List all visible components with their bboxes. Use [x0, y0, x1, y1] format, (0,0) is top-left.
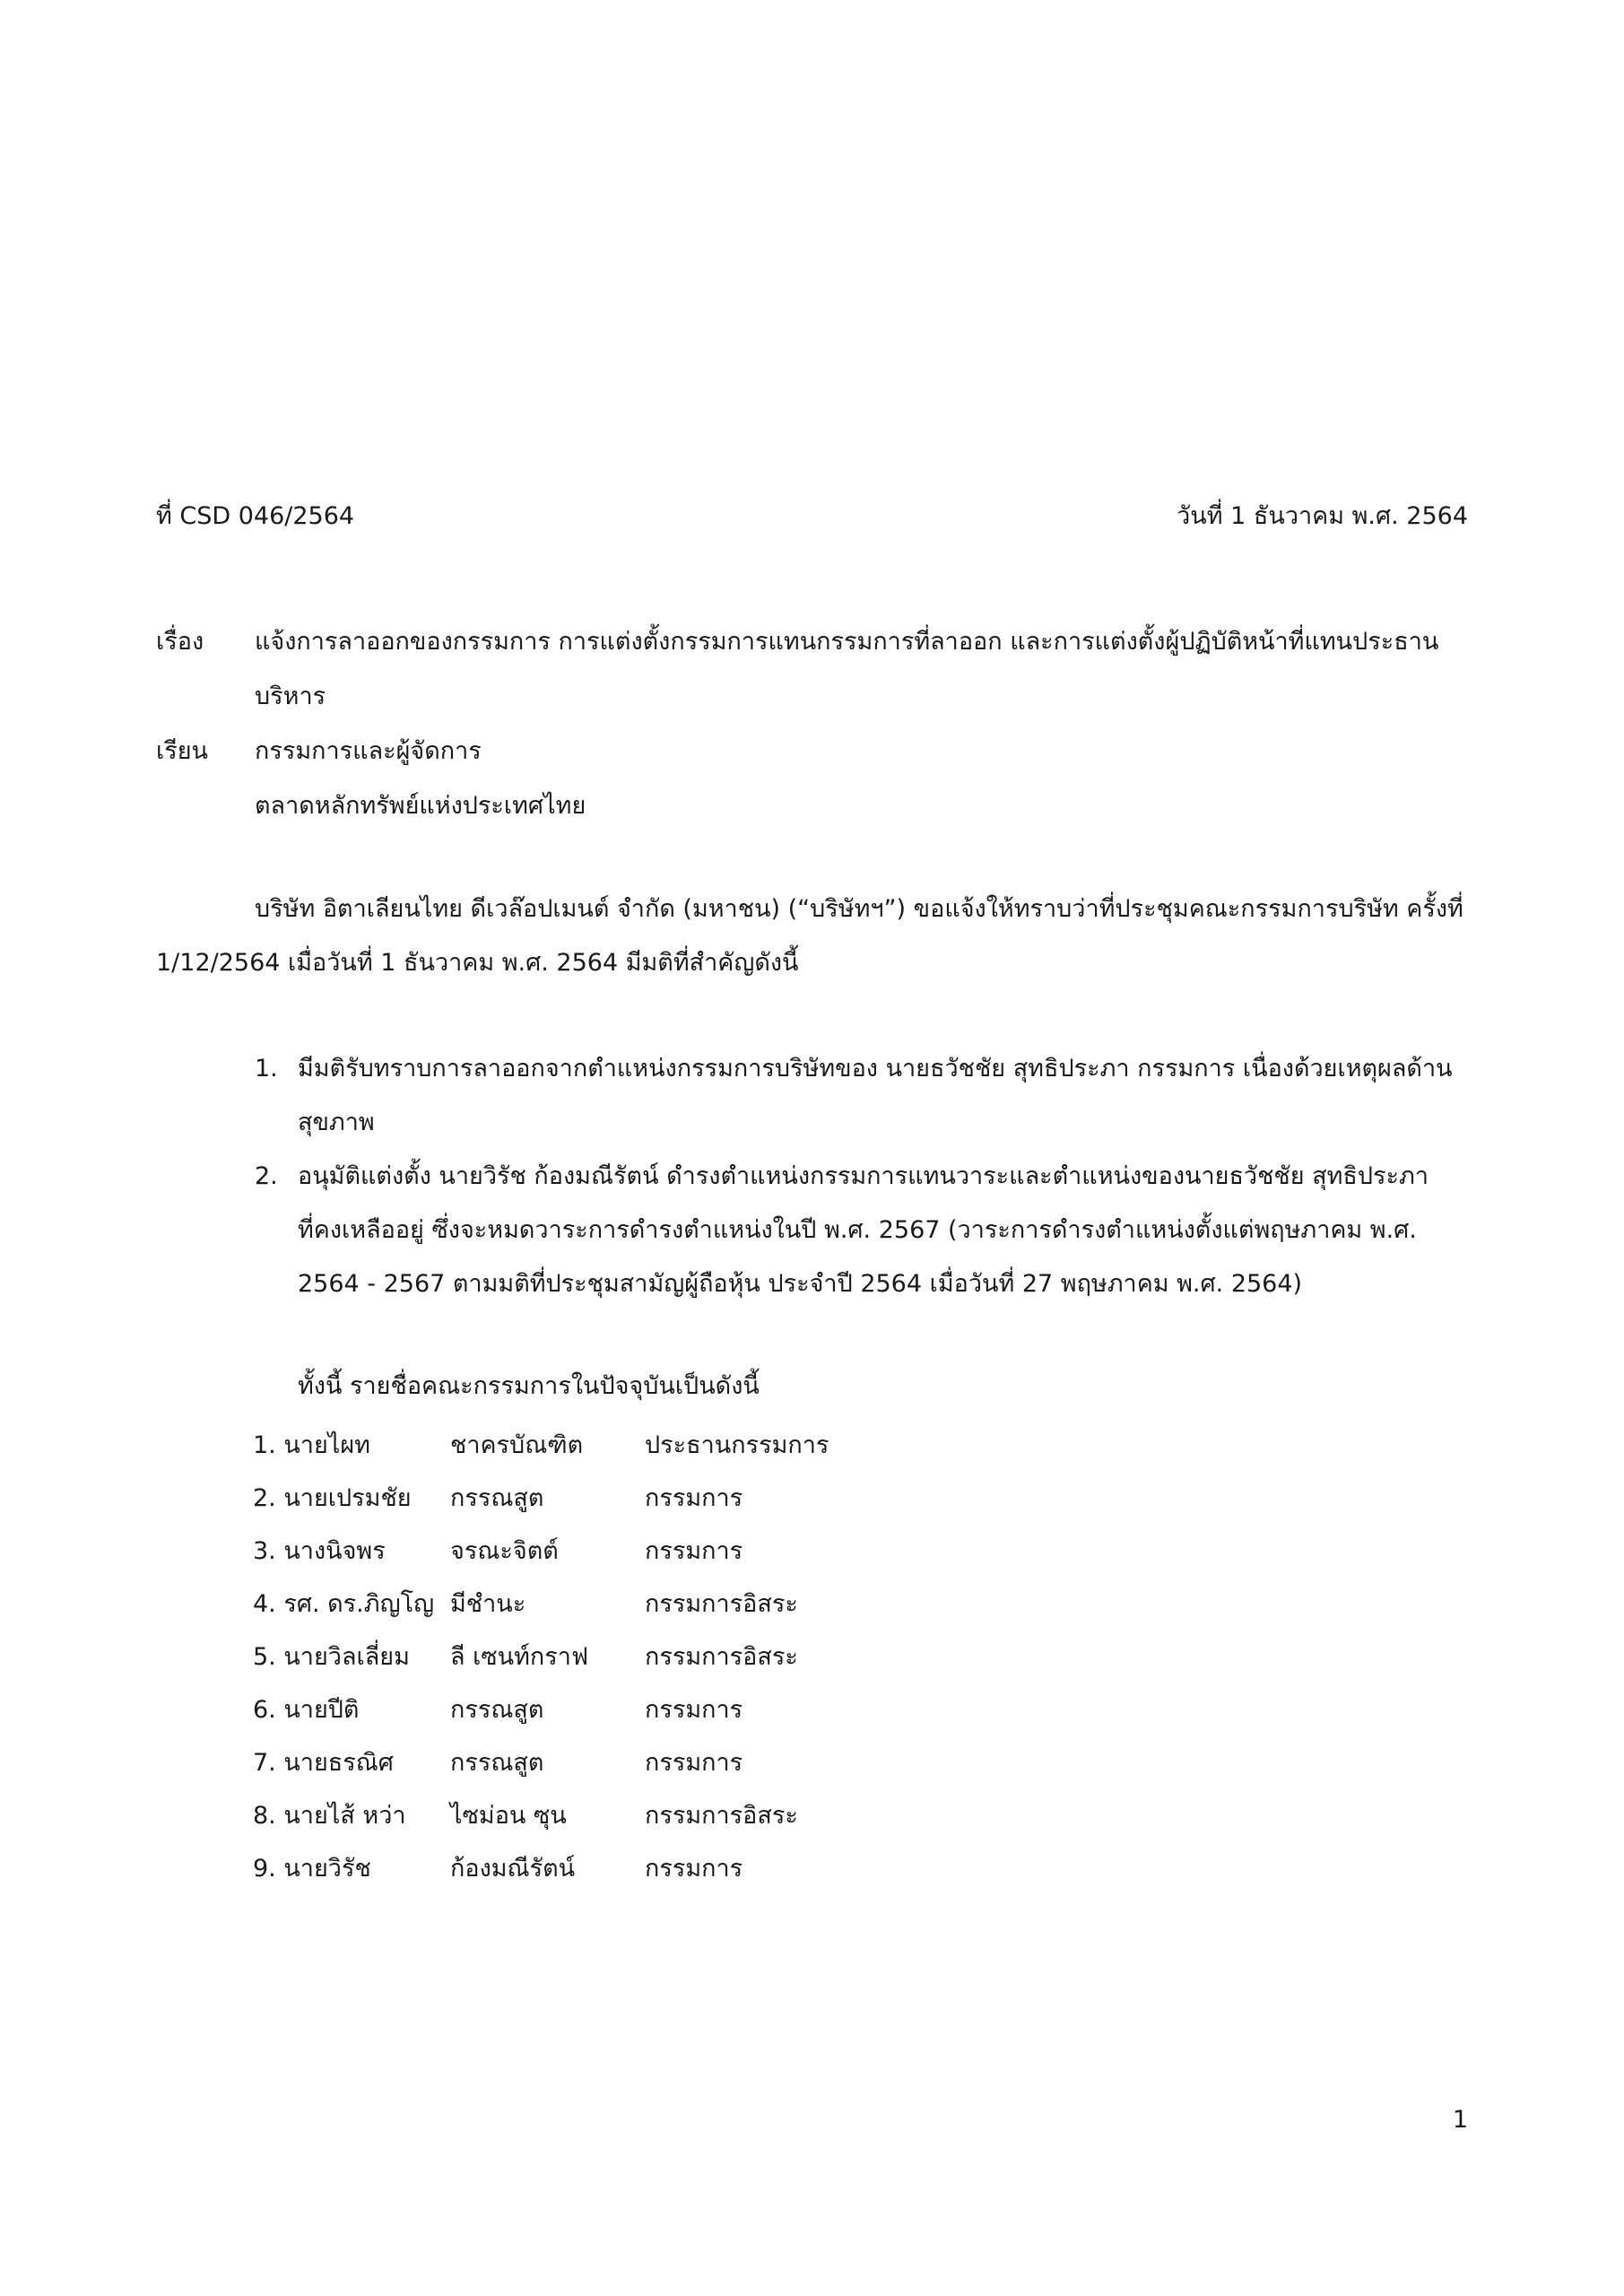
director-surname: ลี เซนท์กราฟ	[450, 1643, 589, 1671]
director-name: 6. นายปีติ	[253, 1696, 360, 1724]
director-position: กรรมการอิสระ	[645, 1590, 798, 1618]
resolution-1-line-1: มีมติรับทราบการลาออกจากตำแหน่งกรรมการบริษัทของ นายธวัชชัย สุทธิประภา กรรมการ เนื่องด้วยเหตุผลด้าน	[298, 1055, 1453, 1083]
recipient-label: เรียน	[156, 737, 209, 765]
page-number: 1	[1452, 2106, 1468, 2134]
director-position: กรรมการ	[645, 1537, 743, 1565]
director-row	[0, 1796, 1624, 1831]
subject-label: เรื่อง	[156, 628, 204, 656]
director-name: 3. นางนิจพร	[253, 1537, 386, 1565]
director-position: กรรมการ	[645, 1484, 743, 1512]
resolution-2-line-3: 2564 - 2567 ตามมติที่ประชุมสามัญผู้ถือหุ้น ประจำปี 2564 เมื่อวันที่ 27 พฤษภาคม พ.ศ. 2564)	[298, 1270, 1303, 1298]
director-row	[0, 1531, 1624, 1567]
director-row	[0, 1743, 1624, 1779]
director-name: 7. นายธรณิศ	[253, 1749, 394, 1777]
director-position: กรรมการ	[645, 1855, 743, 1883]
director-surname: ก้องมณีรัตน์	[450, 1855, 576, 1883]
director-surname: มีชำนะ	[450, 1590, 526, 1618]
director-name: 1. นายไผท	[253, 1431, 370, 1459]
resolution-1-number: 1.	[255, 1055, 278, 1083]
director-row	[0, 1478, 1624, 1514]
resolution-2-line-2: ที่คงเหลืออยู่ ซึ่งจะหมดวาระการดำรงตำแหน่งในปี พ.ศ. 2567 (วาระการดำรงตำแหน่งตั้งแต่พฤษภาคม พ.ศ.	[298, 1216, 1417, 1244]
director-surname: กรรณสูต	[450, 1484, 544, 1512]
director-name: 2. นายเปรมชัย	[253, 1484, 412, 1512]
director-name: 9. นายวิรัช	[253, 1855, 371, 1883]
director-surname: ไซม่อน ซุน	[450, 1802, 567, 1830]
reference-number: ที่ CSD 046/2564	[156, 502, 355, 530]
resolution-2-line-1: อนุมัติแต่งตั้ง นายวิรัช ก้องมณีรัตน์ ดำรงตำแหน่งกรรมการแทนวาระและตำแหน่งของนายธวัชชัย สุทธิประภา	[298, 1162, 1429, 1190]
director-row	[0, 1637, 1624, 1673]
director-name: 4. รศ. ดร.ภิญโญ	[253, 1590, 435, 1618]
director-row	[0, 1425, 1624, 1461]
director-name: 5. นายวิลเลี่ยม	[253, 1643, 410, 1671]
body-paragraph-line-1: บริษัท อิตาเลียนไทย ดีเวล๊อปเมนต์ จำกัด (มหาชน) (“บริษัทฯ”) ขอแจ้งให้ทราบว่าที่ประชุมคณะกรรมการบริษัท ครั้งที่	[255, 895, 1463, 923]
body-paragraph-line-2: 1/12/2564 เมื่อวันที่ 1 ธันวาคม พ.ศ. 2564 มีมติที่สำคัญดังนี้	[156, 949, 799, 977]
subject-text-line-2: บริหาร	[255, 683, 326, 710]
director-row	[0, 1690, 1624, 1726]
director-position: กรรมการอิสระ	[645, 1643, 798, 1671]
director-position: กรรมการอิสระ	[645, 1802, 798, 1830]
director-position: กรรมการ	[645, 1749, 743, 1777]
recipient-line-2: ตลาดหลักทรัพย์แห่งประเทศไทย	[255, 792, 586, 820]
resolution-2-number: 2.	[255, 1162, 278, 1190]
director-surname: จรณะจิตต์	[450, 1537, 559, 1565]
director-surname: ชาครบัณฑิต	[450, 1431, 584, 1459]
resolution-1-line-2: สุขภาพ	[298, 1109, 375, 1136]
subject-text-line-1: แจ้งการลาออกของกรรมการ การแต่งตั้งกรรมการแทนกรรมการที่ลาออก และการแต่งตั้งผู้ปฏิบัติหน้าที่แทนประธาน	[255, 628, 1439, 656]
director-row	[0, 1848, 1624, 1884]
director-position: กรรมการ	[645, 1696, 743, 1724]
directors-intro: ทั้งนี้ รายชื่อคณะกรรมการในปัจจุบันเป็นดังนี้	[298, 1372, 760, 1400]
director-row	[0, 1584, 1624, 1620]
document-date: วันที่ 1 ธันวาคม พ.ศ. 2564	[1177, 502, 1468, 530]
recipient-line-1: กรรมการและผู้จัดการ	[255, 737, 482, 765]
director-name: 8. นายไส้ หว่า	[253, 1802, 406, 1830]
director-position: ประธานกรรมการ	[645, 1431, 829, 1459]
director-surname: กรรณสูต	[450, 1696, 544, 1724]
director-surname: กรรณสูต	[450, 1749, 544, 1777]
